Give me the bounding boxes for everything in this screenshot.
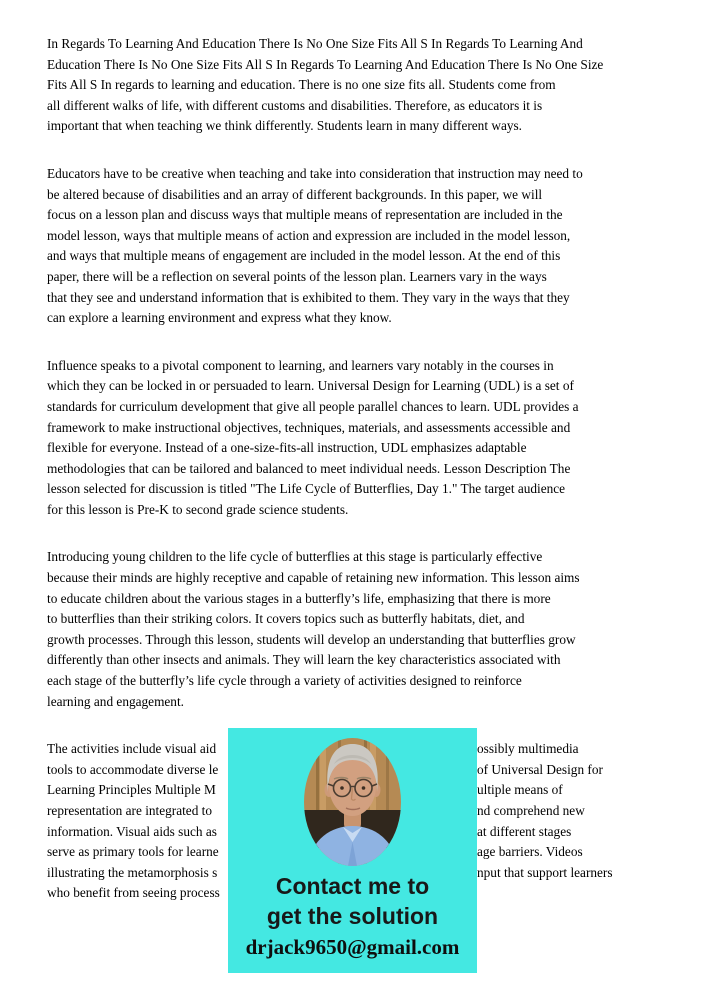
- contact-message: [228, 871, 477, 931]
- text-fragment-right: age barriers. Videos: [477, 844, 583, 860]
- text-line: growth processes. Through this lesson, students will develop an understanding that butterflies grow: [47, 631, 576, 647]
- contact-overlay: [228, 728, 477, 973]
- contact-message-line2: get the solution: [266, 903, 439, 929]
- text-line: that they see and understand information that is exhibited to them. They vary in the ways that they: [47, 289, 570, 305]
- text-fragment-left: serve as primary tools for learne: [47, 844, 219, 860]
- text-line: focus on a lesson plan and discuss ways that multiple means of representation are included in the: [47, 207, 563, 223]
- text-line: flexible for everyone. Instead of a one-size-fits-all instruction, UDL emphasizes adaptable: [47, 440, 527, 456]
- text-fragment-right: nd comprehend new: [477, 803, 585, 818]
- contact-email: drjack9650@gmail.com: [245, 935, 460, 959]
- text-fragment-right: ossibly multimedia: [477, 741, 579, 757]
- text-line: Fits All S In regards to learning and education. There is no one size fits all. Students come from: [47, 77, 556, 93]
- contact-message-line1: Contact me to: [275, 873, 430, 899]
- paragraph: [47, 34, 669, 137]
- text-line: differently than other insects and animals. They will learn the key characteristics associated with: [47, 652, 561, 668]
- text-line: paper, there will be a reflection on several points of the lesson plan. Learners vary in the ways: [47, 268, 547, 284]
- text-line: Education There Is No One Size Fits All S In Regards To Learning And Education There Is No One Size: [47, 56, 604, 72]
- tutor-photo: [304, 738, 401, 866]
- text-line: each stage of the butterfly’s life cycle through a variety of activities designed to reinforce: [47, 673, 522, 689]
- text-line: to butterflies than their striking colors. It covers topics such as butterfly habitats, diet, and: [47, 611, 525, 627]
- text-fragment-right: nput that support learners: [477, 864, 613, 880]
- text-line: can explore a learning environment and express what they know.: [47, 310, 392, 326]
- text-line: Introducing young children to the life cycle of butterflies at this stage is particularly effective: [47, 549, 543, 565]
- text-fragment-left: who benefit from seeing process: [47, 885, 220, 901]
- text-fragment-left: tools to accommodate diverse le: [47, 761, 219, 777]
- text-line: because their minds are highly receptive and capable of retaining new information. This lesson aims: [47, 570, 580, 586]
- text-fragment-left: The activities include visual aid: [47, 741, 217, 757]
- text-line: to educate children about the various stages in a butterfly’s life, emphasizing that there is more: [47, 590, 551, 606]
- text-fragment-left: representation are integrated to: [47, 803, 213, 818]
- text-line: which they can be locked in or persuaded to learn. Universal Design for Learning (UDL) is a set of: [47, 378, 574, 394]
- text-line: Influence speaks to a pivotal component to learning, and learners vary notably in the courses in: [47, 357, 554, 373]
- text-fragment-right: at different stages: [477, 823, 572, 839]
- text-line: important that when teaching we think differently. Students learn in many different ways.: [47, 118, 522, 134]
- text-fragment-right: of Universal Design for: [477, 761, 603, 777]
- paragraph: [47, 356, 669, 521]
- text-line: model lesson, ways that multiple means of action and expression are included in the model lesson,: [47, 227, 571, 243]
- text-line: and ways that multiple means of engagement are included in the model lesson. At the end of this: [47, 248, 561, 264]
- text-fragment-right: ultiple means of: [477, 782, 563, 798]
- text-line: lesson selected for discussion is titled "The Life Cycle of Butterflies, Day 1." The target audience: [47, 481, 566, 497]
- text-line: In Regards To Learning And Education There Is No One Size Fits All S In Regards To Learning And: [47, 36, 583, 51]
- paragraph: [47, 547, 669, 712]
- text-fragment-left: information. Visual aids such as: [47, 823, 217, 839]
- text-line: for this lesson is Pre-K to second grade science students.: [47, 501, 349, 517]
- tutor-portrait-illustration: [304, 738, 401, 866]
- text-line: be altered because of disabilities and an array of different backgrounds. In this paper, we will: [47, 186, 543, 202]
- text-line: standards for curriculum development that give all people parallel chances to learn. UDL provides a: [47, 398, 579, 414]
- text-line: Educators have to be creative when teaching and take into consideration that instruction may need to: [47, 165, 583, 181]
- text-line: methodologies that can be tailored and balanced to meet individual needs. Lesson Description The: [47, 460, 571, 476]
- text-fragment-left: Learning Principles Multiple M: [47, 782, 216, 798]
- text-line: learning and engagement.: [47, 693, 184, 709]
- text-line: framework to make instructional objectives, techniques, materials, and assessments accessible and: [47, 419, 571, 435]
- paragraph: [47, 164, 669, 329]
- text-fragment-left: illustrating the metamorphosis s: [47, 864, 218, 880]
- text-line: all different walks of life, with different customs and disabilities. Therefore, as educators it is: [47, 97, 543, 113]
